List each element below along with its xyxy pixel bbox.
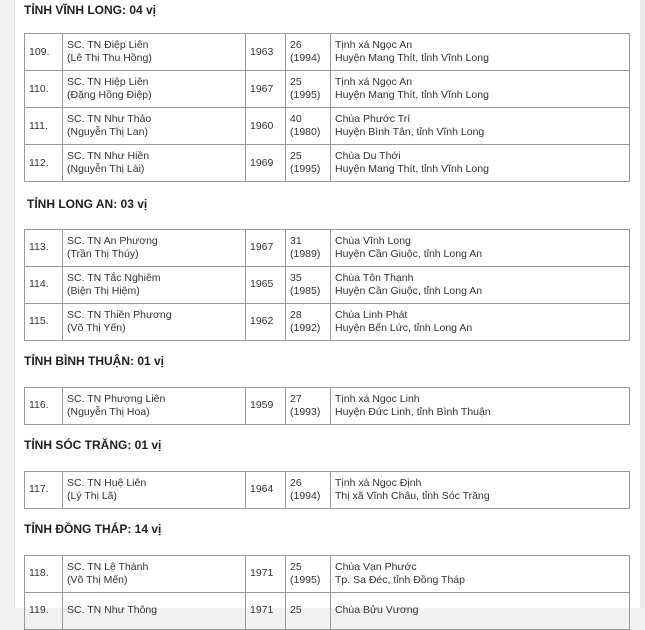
place-cell [331,555,630,592]
table-row [25,592,630,629]
years-count: 35 [290,271,302,284]
place-cell [331,108,630,145]
birth-year: 1963 [246,34,286,71]
table-row [25,266,630,303]
nun-name-cell [63,34,246,71]
years-cell [286,34,331,71]
birth-year: 1959 [246,387,286,424]
lay-name: (Võ Thị Yến) [67,321,126,334]
since-year: (1995) [290,163,321,175]
since-year: (1985) [290,284,321,297]
district-name: Huyện Mang Thít, tỉnh Vĩnh Long [335,89,489,101]
years-cell [286,108,331,145]
dharma-name: SC. TN Điệp Liên [67,39,149,51]
years-count: 25 [290,150,302,162]
district-name: Huyện Mang Thít, tỉnh Vĩnh Long [335,52,489,64]
years-count: 27 [290,392,302,405]
birth-year: 1967 [246,229,286,266]
years-count: 25 [290,560,302,573]
since-year: (1980) [290,126,321,138]
birth-year: 1967 [246,71,286,108]
row-number: 119. [25,592,63,629]
table-row [25,34,630,71]
lay-name: (Lý Thị Lã) [67,489,117,502]
table-header-spacer [25,459,630,471]
district-name: Huyện Mang Thít, tỉnh Vĩnh Long [335,163,489,175]
lay-name: (Nguyễn Thị Lan) [67,126,148,138]
lay-name: (Trần Thị Thúy) [67,247,139,260]
nun-name-cell [63,108,246,145]
temple-name: Chùa Phước Trí [335,113,411,125]
nun-name-cell [63,145,246,182]
birth-year: 1962 [246,303,286,340]
years-count: 26 [290,476,302,489]
table-row [25,71,630,108]
since-year: (1994) [290,489,321,502]
table-row [25,555,630,592]
nun-name-cell [63,266,246,303]
nun-name-cell [63,471,246,508]
row-number: 118. [25,555,63,592]
section-title-long-an: TỈNH LONG AN: 03 vị [27,197,148,211]
district-name: Huyện Bến Lức, tỉnh Long An [335,321,473,334]
since-year: (1989) [290,247,321,260]
years-count: 31 [290,234,302,247]
dharma-name: SC. TN Hiệp Liên [67,76,149,88]
place-cell [331,229,630,266]
years-cell [286,387,331,424]
temple-name: Tịnh xá Ngọc An [335,76,413,88]
district-name: Huyện Cần Giuộc, tỉnh Long An [335,247,483,260]
since-year: (1993) [290,405,321,418]
row-number: 117. [25,471,63,508]
table-row [25,303,630,340]
since-year: (1995) [290,573,321,586]
nun-name-cell [63,71,246,108]
table-binh-thuan [24,375,630,425]
birth-year: 1969 [246,145,286,182]
row-number: 114. [25,266,63,303]
birth-year: 1964 [246,471,286,508]
district-name: Huyện Bình Tân, tỉnh Vĩnh Long [335,126,485,138]
table-header-spacer [25,217,630,229]
row-number: 110. [25,71,63,108]
years-cell [286,471,331,508]
table-row [25,145,630,182]
dharma-name: SC. TN Huệ Liên [67,476,147,489]
table-row [25,471,630,508]
years-cell [286,303,331,340]
table-row [25,387,630,424]
temple-name: Chùa Bửu Vương [335,604,419,616]
table-header-spacer [25,375,630,387]
since-year: (1995) [290,89,321,101]
temple-name: Chùa Du Thới [335,150,401,162]
birth-year: 1971 [246,555,286,592]
temple-name: Tịnh xá Ngọc Định [335,476,422,489]
nun-name-cell [63,387,246,424]
temple-name: Tịnh xá Ngọc Linh [335,392,420,405]
years-cell [286,229,331,266]
lay-name: (Biện Thị Hiệm) [67,284,140,297]
dharma-name: SC. TN An Phương [67,234,158,247]
years-count: 25 [290,604,302,616]
dharma-name: SC. TN Tắc Nghiêm [67,271,161,284]
dharma-name: SC. TN Thiền Phương [67,308,172,321]
district-name: Huyện Cần Giuộc, tỉnh Long An [335,284,483,297]
dharma-name: SC. TN Như Thông [67,604,158,616]
years-cell [286,71,331,108]
lay-name: (Lê Thị Thu Hồng) [67,52,152,64]
years-cell [286,592,331,629]
nun-name-cell [63,229,246,266]
dharma-name: SC. TN Như Thảo [67,113,152,125]
years-count: 40 [290,113,302,125]
table-row [25,108,630,145]
birth-year: 1971 [246,592,286,629]
table-soc-trang [24,459,630,509]
lay-name: (Đặng Hồng Điệp) [67,89,152,101]
table-header-spacer [25,543,630,555]
dharma-name: SC. TN Như Hiền [67,150,150,162]
place-cell [331,145,630,182]
dharma-name: SC. TN Phượng Liên [67,392,166,405]
temple-name: Chùa Vạn Phước [335,560,417,573]
place-cell [331,34,630,71]
district-name: Huyện Đức Linh, tỉnh Bình Thuận [335,405,491,418]
row-number: 116. [25,387,63,424]
section-title-binh-thuan: TỈNH BÌNH THUẬN: 01 vị [24,354,165,368]
district-name: Tp. Sa Đéc, tỉnh Đồng Tháp [335,573,465,586]
row-number: 111. [25,108,63,145]
row-number: 115. [25,303,63,340]
table-vinh-long [24,33,630,182]
row-number: 109. [25,34,63,71]
years-count: 26 [290,39,302,51]
lay-name: (Võ Thị Mến) [67,573,128,586]
dharma-name: SC. TN Lệ Thành [67,560,149,573]
section-title-dong-thap: TỈNH ĐỒNG THÁP: 14 vị [24,522,162,536]
row-number: 113. [25,229,63,266]
table-long-an [24,217,630,341]
since-year: (1992) [290,321,321,334]
years-cell [286,145,331,182]
birth-year: 1965 [246,266,286,303]
table-dong-thap [24,543,630,630]
temple-name: Chùa Linh Phát [335,308,408,321]
section-title-soc-trang: TỈNH SÓC TRĂNG: 01 vị [24,438,162,452]
lay-name: (Nguyễn Thị Lài) [67,163,145,175]
years-count: 28 [290,308,302,321]
document-page [14,0,640,616]
lay-name: (Nguyễn Thị Hoa) [67,405,150,418]
district-name: Thị xã Vĩnh Châu, tỉnh Sóc Trăng [335,489,490,502]
temple-name: Chùa Vĩnh Long [335,234,411,247]
place-cell [331,387,630,424]
place-cell [331,266,630,303]
row-number: 112. [25,145,63,182]
table-row [25,229,630,266]
page-scrollbar[interactable] [640,0,645,608]
since-year: (1994) [290,52,321,64]
birth-year: 1960 [246,108,286,145]
years-cell [286,555,331,592]
place-cell [331,71,630,108]
years-cell [286,266,331,303]
place-cell [331,592,630,629]
place-cell [331,471,630,508]
temple-name: Chùa Tôn Thạnh [335,271,414,284]
nun-name-cell [63,592,246,629]
temple-name: Tịnh xá Ngọc An [335,39,413,51]
nun-name-cell [63,555,246,592]
place-cell [331,303,630,340]
nun-name-cell [63,303,246,340]
years-count: 25 [290,76,302,88]
section-title-vinh-long: TỈNH VĨNH LONG: 04 vị [24,3,157,17]
